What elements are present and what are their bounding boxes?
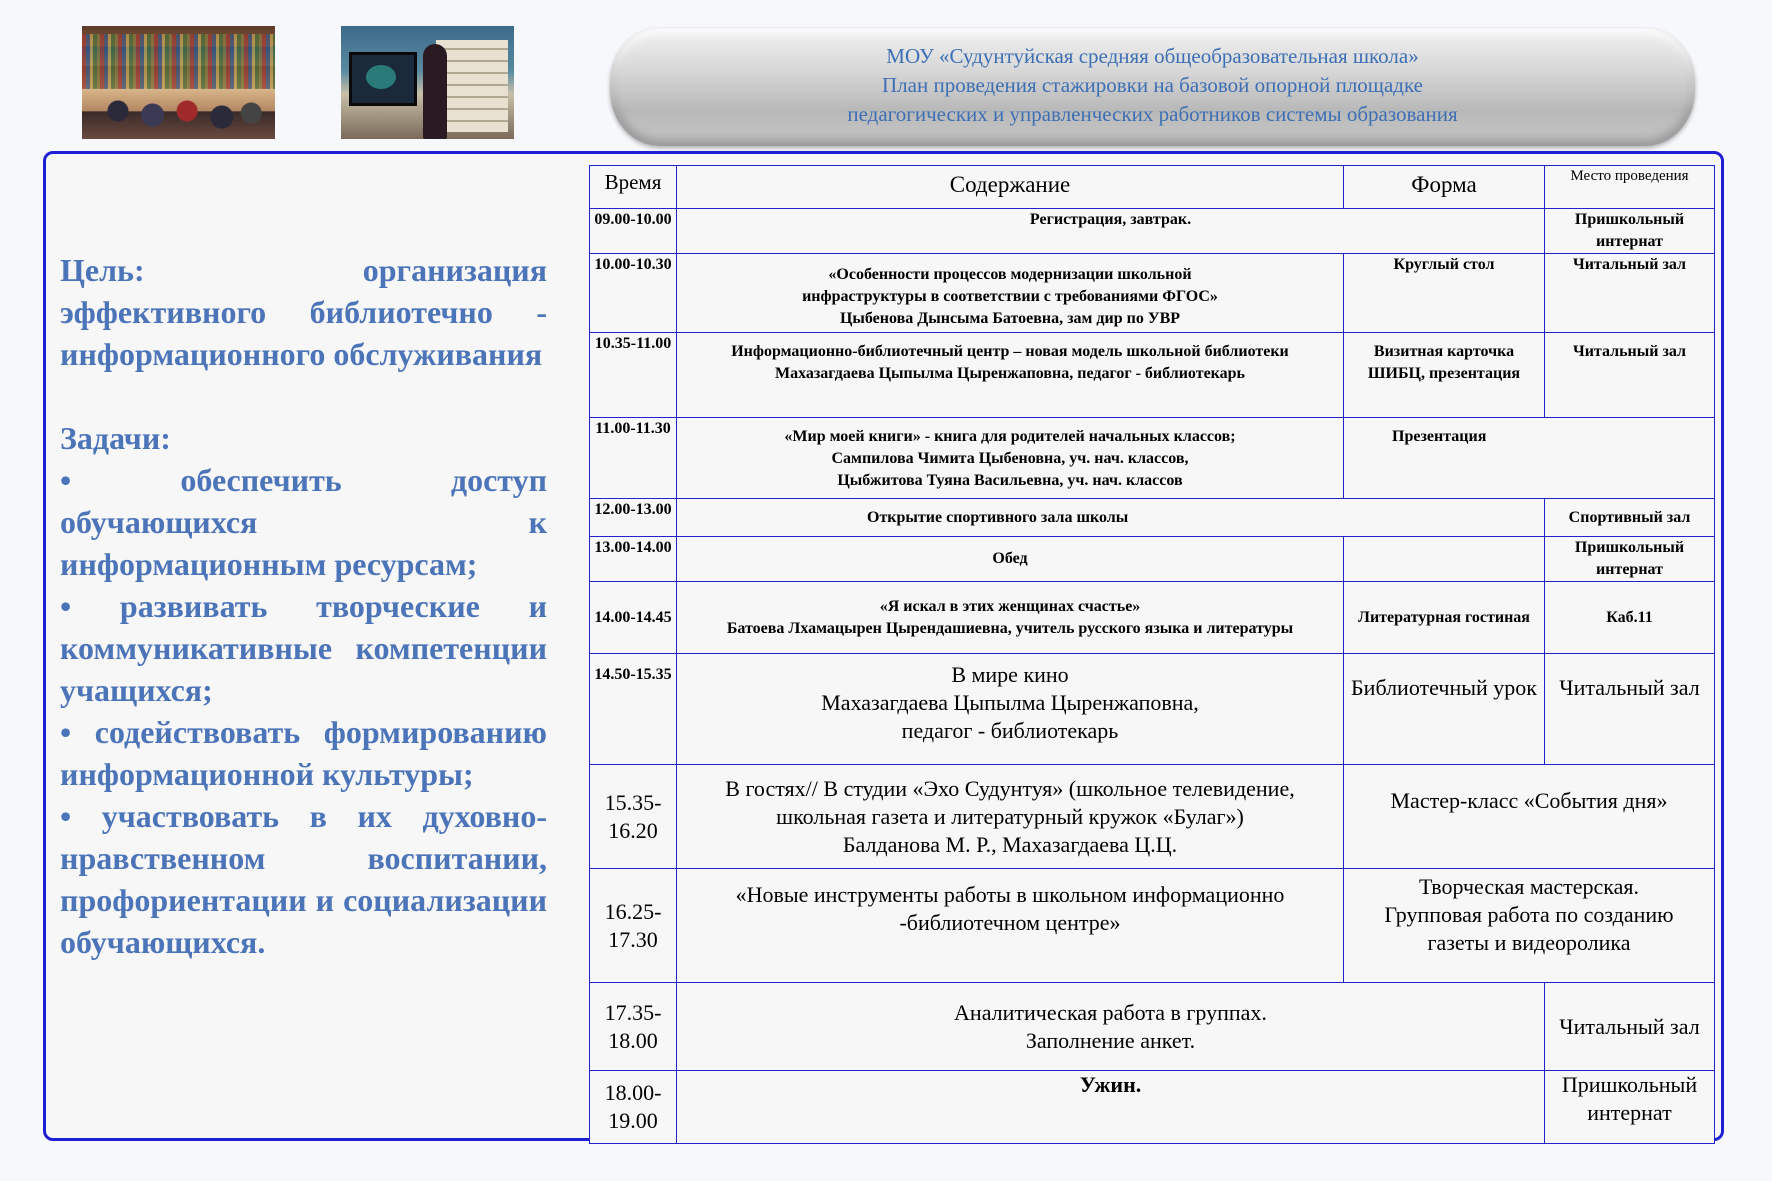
content-line: инфраструктуры в соответствии с требованиями ФГОС»	[802, 288, 1218, 305]
table-row	[590, 1071, 1715, 1144]
time-cell: 13.00-14.00	[590, 537, 677, 582]
content-cell	[677, 582, 1344, 654]
content-line: Сампилова Чимита Цыбеновна, уч. нач. классов,	[831, 450, 1189, 467]
form-cell	[1344, 537, 1545, 582]
place-cell: Каб.11	[1545, 582, 1715, 654]
tasks-title: Задачи:	[60, 420, 171, 456]
table-row	[590, 582, 1715, 654]
place-cell: Пришкольный интернат	[1545, 537, 1715, 582]
content-line: «Мир моей книги» - книга для родителей начальных классов;	[784, 428, 1236, 445]
banner-plan-subtitle: педагогических и управленческих работников системы образования	[847, 102, 1458, 126]
place-cell: Читальный зал	[1545, 254, 1715, 333]
schedule-table	[589, 165, 1715, 1144]
content-line: «Особенности процессов модернизации школьной	[828, 266, 1192, 283]
time-cell: 16.25-17.30	[590, 869, 677, 983]
time-cell: 14.50-15.35	[590, 654, 677, 765]
form-line: газеты и видеоролика	[1427, 930, 1631, 955]
table-row	[590, 209, 1715, 254]
content-cell: Регистрация, завтрак.	[677, 209, 1545, 254]
content-line: В гостях// В студии «Эхо Судунтуя» (школьное телевидение,	[725, 775, 1295, 801]
time-cell: 17.35-18.00	[590, 983, 677, 1071]
task-item: • содействовать формированию информационной культуры;	[60, 714, 547, 792]
place-cell: Читальный зал	[1545, 983, 1715, 1071]
table-row	[590, 499, 1715, 537]
form-line: Групповая работа по созданию	[1384, 902, 1674, 927]
content-cell: Ужин.	[677, 1071, 1545, 1144]
content-line: Аналитическая работа в группах.	[954, 999, 1267, 1025]
content-cell	[677, 254, 1344, 333]
form-cell: Круглый стол	[1344, 254, 1545, 333]
task-item: • обеспечить доступ обучающихся к информационным ресурсам;	[60, 462, 547, 582]
content-line: Махазагдаева Цыпылма Цыренжаповна, педагог - библиотекарь	[774, 365, 1246, 382]
time-cell: 12.00-13.00	[590, 499, 677, 537]
content-cell: Открытие спортивного зала школы	[677, 499, 1545, 537]
table-row	[590, 418, 1715, 499]
form-cell: Визитная карточка ШИБЦ, презентация	[1344, 333, 1545, 418]
content-cell	[677, 654, 1344, 765]
place-cell: Пришкольный интернат	[1545, 209, 1715, 254]
library-photo	[82, 26, 275, 139]
place-cell: Пришкольный интернат	[1545, 1071, 1715, 1144]
banner-plan-title: План проведения стажировки на базовой опорной площадке	[882, 73, 1423, 97]
content-line: Цыбенова Дынсыма Батоевна, зам дир по УВР	[839, 310, 1181, 327]
table-header-row	[590, 166, 1715, 209]
place-cell: Читальный зал	[1545, 654, 1715, 765]
goals-panel	[60, 249, 547, 963]
form-cell	[1344, 869, 1715, 983]
content-line: Информационно-библиотечный центр – новая модель школьной библиотеки	[731, 343, 1289, 360]
content-cell: Обед	[677, 537, 1344, 582]
header-banner	[610, 28, 1695, 146]
content-cell	[677, 765, 1344, 869]
presentation-photo	[341, 26, 514, 139]
banner-school-name: МОУ «Судунтуйская средняя общеобразовательная школа»	[886, 44, 1419, 68]
table-row	[590, 537, 1715, 582]
content-cell	[677, 333, 1344, 418]
time-cell: 14.00-14.45	[590, 582, 677, 654]
time-cell: 11.00-11.30	[590, 418, 677, 499]
form-line: Творческая мастерская.	[1418, 874, 1640, 899]
table-row	[590, 869, 1715, 983]
form-cell: Мастер-класс «События дня»	[1344, 765, 1715, 869]
content-line: школьная газета и литературный кружок «Булаг»)	[776, 803, 1244, 829]
table-row	[590, 765, 1715, 869]
content-cell	[677, 418, 1344, 499]
header-place: Место проведения	[1545, 166, 1715, 209]
goal-text: Цель: организация эффективного библиотечно - информационного обслуживания	[60, 252, 547, 372]
table-row	[590, 983, 1715, 1071]
time-cell: 10.00-10.30	[590, 254, 677, 333]
content-line: педагог - библиотекарь	[901, 718, 1119, 743]
content-line: Заполнение анкет.	[1025, 1027, 1196, 1053]
content-line: Батоева Лхамацырен Цырендашиевна, учитель русского языка и литературы	[726, 619, 1294, 637]
time-cell: 09.00-10.00	[590, 209, 677, 254]
header-content: Содержание	[677, 166, 1344, 209]
content-cell	[677, 983, 1545, 1071]
content-cell: «Новые инструменты работы в школьном информационно -библиотечном центре»	[677, 869, 1344, 983]
content-line: «Я искал в этих женщинах счастье»	[879, 597, 1141, 615]
form-cell: Библиотечный урок	[1344, 654, 1545, 765]
time-cell: 10.35-11.00	[590, 333, 677, 418]
content-line: В мире кино	[951, 662, 1069, 687]
place-cell: Читальный зал	[1545, 333, 1715, 418]
content-line: Махазагдаева Цыпылма Цыренжаповна,	[821, 690, 1199, 715]
form-cell: Литературная гостиная	[1344, 582, 1545, 654]
form-cell: Презентация	[1344, 418, 1715, 499]
time-cell: 15.35-16.20	[590, 765, 677, 869]
task-item: • участвовать в их духовно-нравственном воспитании, профориентации и социализации обучающихся.	[60, 798, 547, 960]
table-row	[590, 333, 1715, 418]
place-cell: Спортивный зал	[1545, 499, 1715, 537]
content-line: Цыбжитова Туяна Васильевна, уч. нач. классов	[837, 472, 1183, 489]
content-line: Балданова М. Р., Махазагдаева Ц.Ц.	[842, 831, 1178, 857]
header-form: Форма	[1344, 166, 1545, 209]
time-cell: 18.00-19.00	[590, 1071, 677, 1144]
table-row	[590, 254, 1715, 333]
table-row	[590, 654, 1715, 765]
header-time: Время	[590, 166, 677, 209]
task-item: • развивать творческие и коммуникативные компетенции учащихся;	[60, 588, 547, 708]
